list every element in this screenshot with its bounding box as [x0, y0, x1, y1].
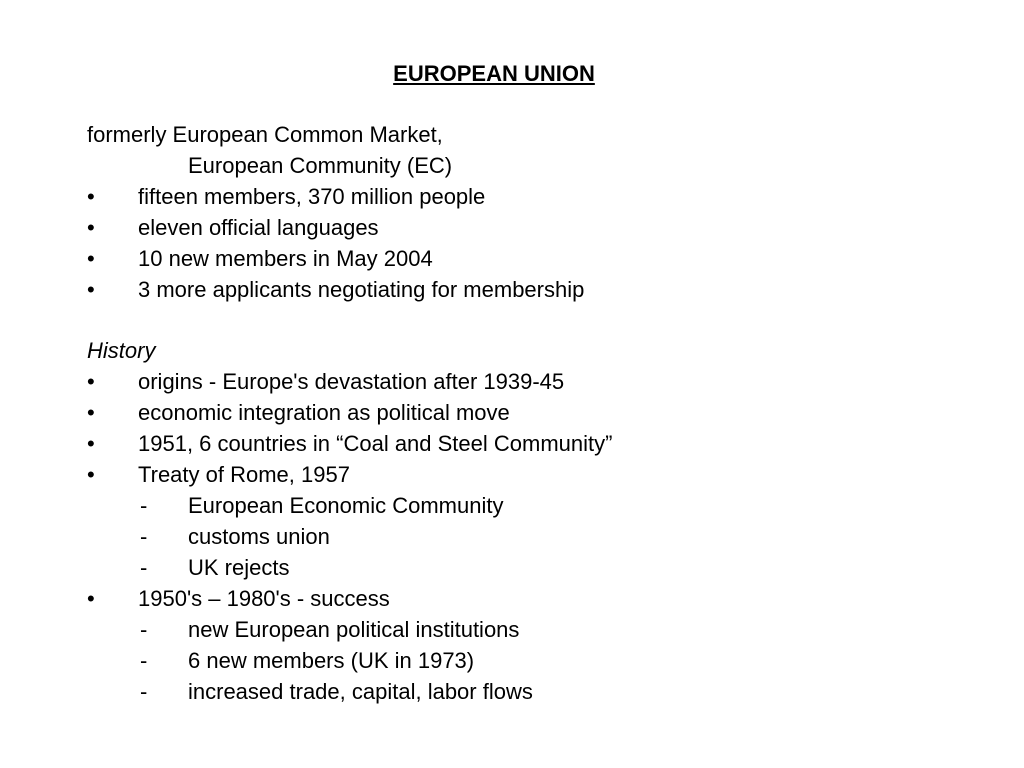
sub-item: [87, 552, 612, 583]
bullet-marker: •: [87, 586, 95, 611]
bullet-marker: •: [87, 277, 95, 302]
bullet-item: [87, 583, 612, 614]
bullet-item: [87, 181, 612, 212]
sub-item-text: new European political institutions: [188, 617, 520, 642]
bullet-text: 3 more applicants negotiating for membership: [138, 277, 585, 302]
bullet-marker: •: [87, 462, 95, 487]
bullet-text: 1951, 6 countries in “Coal and Steel Community”: [138, 431, 613, 456]
bullet-marker: •: [87, 369, 95, 394]
history-heading: History: [87, 338, 156, 363]
sub-item-text: customs union: [188, 524, 330, 549]
bullet-text: Treaty of Rome, 1957: [138, 462, 350, 487]
dash-marker: -: [140, 648, 148, 673]
bullet-text: origins - Europe's devastation after 1939-45: [138, 369, 565, 394]
section-heading: [87, 335, 612, 366]
spacer: [87, 305, 612, 335]
intro-line: [87, 119, 612, 150]
dash-marker: -: [140, 524, 148, 549]
sub-item: [87, 676, 612, 707]
bullet-text: fifteen members, 370 million people: [138, 184, 486, 209]
sub-item-text: 6 new members (UK in 1973): [188, 648, 475, 673]
dash-marker: -: [140, 679, 148, 704]
bullet-text: 10 new members in May 2004: [138, 246, 433, 271]
intro-text: European Community (EC): [188, 153, 453, 178]
sub-item-text: increased trade, capital, labor flows: [188, 679, 533, 704]
bullet-text: economic integration as political move: [138, 400, 510, 425]
bullet-marker: •: [87, 431, 95, 456]
bullet-item: [87, 459, 612, 490]
dash-marker: -: [140, 555, 148, 580]
bullet-item: [87, 274, 612, 305]
sub-item: [87, 490, 612, 521]
slide-content: [87, 119, 612, 707]
dash-marker: -: [140, 493, 148, 518]
bullet-text: eleven official languages: [138, 215, 379, 240]
bullet-marker: •: [87, 215, 95, 240]
intro-text: formerly European Common Market,: [87, 122, 443, 147]
bullet-item: [87, 366, 612, 397]
sub-item-text: European Economic Community: [188, 493, 504, 518]
bullet-item: [87, 428, 612, 459]
bullet-marker: •: [87, 246, 95, 271]
sub-item-text: UK rejects: [188, 555, 290, 580]
bullet-marker: •: [87, 400, 95, 425]
bullet-marker: •: [87, 184, 95, 209]
intro-line: [87, 150, 612, 181]
bullet-item: [87, 212, 612, 243]
slide-title: EUROPEAN UNION: [393, 61, 595, 86]
sub-item: [87, 645, 612, 676]
sub-item: [87, 614, 612, 645]
sub-item: [87, 521, 612, 552]
dash-marker: -: [140, 617, 148, 642]
bullet-item: [87, 397, 612, 428]
bullet-text: 1950's – 1980's - success: [138, 586, 390, 611]
bullet-item: [87, 243, 612, 274]
